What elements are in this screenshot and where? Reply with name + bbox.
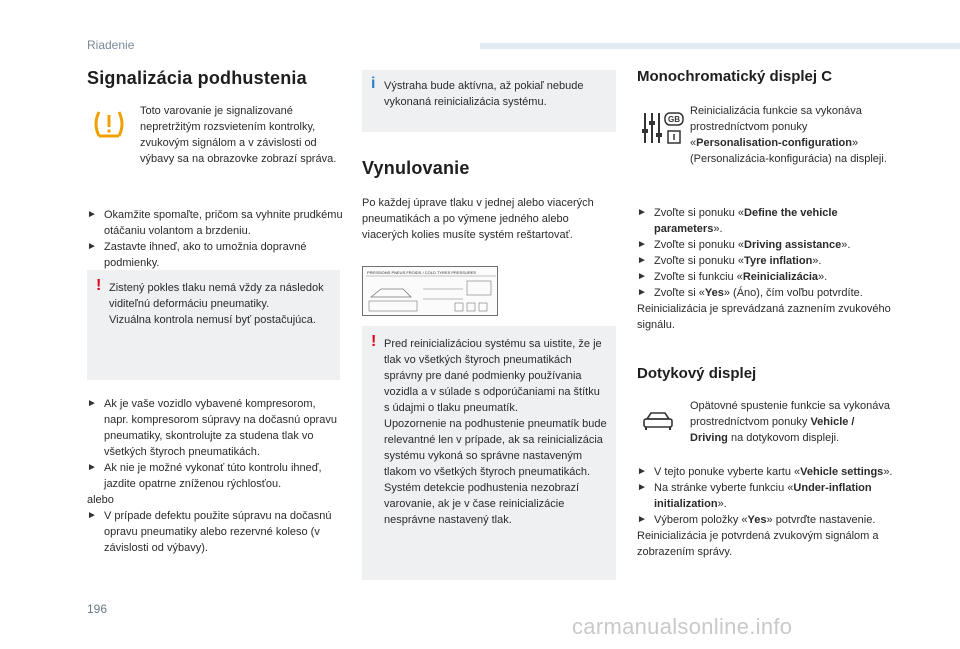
touch-display-icon-row <box>637 398 897 462</box>
list-item: ► Zvoľte si ponuku «Driving assistance». <box>637 239 851 251</box>
arrow-bullet-icon: ► <box>637 514 647 525</box>
arrow-bullet-icon: ► <box>637 482 647 493</box>
page-number: 196 <box>87 602 108 616</box>
column-1 <box>87 60 343 271</box>
arrow-bullet-icon: ► <box>637 255 647 266</box>
gb-badge: GB <box>668 115 680 124</box>
arrow-bullet-icon: ► <box>87 510 97 521</box>
warning-mark-icon: ! <box>96 277 102 294</box>
car-icon <box>641 410 675 437</box>
list-item: ► Ak je vaše vozidlo vybavené kompresorom, napr. kompresorom súpravy na dočasnú opravu pneumatiky, skontrolujte za studena tlak vo všetkých štyroch pneumatikách. <box>87 398 337 458</box>
note-warning-active <box>362 70 616 132</box>
touch-display-text: Opätovné spustenie funkcie sa vykonáva prostredníctvom ponuky Vehicle / Driving na dotykovom displeji. <box>690 400 890 444</box>
list-item: ► Zvoľte si funkciu «Reinicializácia». <box>637 271 828 283</box>
note-visual-check <box>87 270 340 380</box>
note-text-1: Pred reinicializáciou systému sa uistite, že je tlak vo všetkých štyroch pneumatikách správny pre dané podmienky používania vozidla a v súlade s odporúčaniami na štítku s údajmi o tlaku pneumatík. <box>384 338 602 414</box>
warning-mark-icon: ! <box>371 333 377 350</box>
header-bar <box>480 43 960 49</box>
list-item: ► Zvoľte si ponuku «Define the vehicle parameters». <box>637 207 838 235</box>
tyre-label-header: PRESSIONS PNEUS FROIDS / COLD TYRES PRESSURES <box>367 270 477 275</box>
arrow-bullet-icon: ► <box>87 462 97 473</box>
arrow-bullet-icon: ► <box>637 207 647 218</box>
column-1-lower <box>87 396 343 556</box>
note-text-2: Upozornenie na podhustenie pneumatík bude relevantné len v prípade, ak sa reinicializácia systému vykoná so správne nastaveným tlakom vo všetkých štyroch pneumatikách. <box>384 418 607 478</box>
mono-display-text: Reinicializácia funkcie sa vykonáva prostredníctvom ponuky «Personalisation-configuration» (Personalizácia-konfigurácia) na displeji. <box>690 105 887 165</box>
title-touch-display: Dotykový displej <box>637 365 757 382</box>
note-text-3: Systém detekcie podhustenia nezobrazí varovanie, ak je v čase reinicializácie nesprávne nastavený tlak. <box>384 482 580 526</box>
watermark: carmanualsonline.info <box>572 614 793 639</box>
arrow-bullet-icon: ► <box>637 271 647 282</box>
title-mono-display: Monochromatický displej C <box>637 68 833 85</box>
touch-after-text: Reinicializácia je potvrdená zvukovým signálom a zobrazením správy. <box>637 530 879 558</box>
note-text-2: Vizuálna kontrola nemusí byť postačujúca. <box>109 314 316 326</box>
arrow-bullet-icon: ► <box>637 239 647 250</box>
arrow-bullet-icon: ► <box>87 398 97 409</box>
tyre-warning-icon <box>92 109 126 144</box>
mono-after-text: Reinicializácia je sprevádzaná zaznením zvukového signálu. <box>637 303 891 331</box>
note-text: Výstraha bude aktívna, až pokiaľ nebude vykonaná reinicializácia systému. <box>384 80 584 108</box>
list-item: ► V prípade defektu použite súpravu na dočasnú opravu pneumatiky alebo rezervné koleso (v závislosti od výbavy). <box>87 510 332 554</box>
arrow-bullet-icon: ► <box>637 287 647 298</box>
title-underinflation: Signalizácia podhustenia <box>87 68 307 88</box>
warning-icon-row <box>87 103 343 185</box>
title-reset: Vynulovanie <box>362 158 470 178</box>
list-item: ► Zvoľte si ponuku «Tyre inflation». <box>637 255 822 267</box>
arrow-bullet-icon: ► <box>87 241 97 252</box>
list-item: ► Na stránke vyberte funkciu «Under-inflation initialization». <box>637 482 872 510</box>
list-item: ► V tejto ponuke vyberte kartu «Vehicle settings». <box>637 466 893 478</box>
column-2 <box>362 158 616 243</box>
list-item: ► Zvoľte si «Yes» (Áno), čím voľbu potvrdíte. <box>637 287 863 299</box>
tyre-pressure-label <box>362 266 498 316</box>
menu-settings-icon <box>641 111 685 150</box>
list-item: ► Zastavte ihneď, ako to umožnia dopravné podmienky. <box>87 241 307 269</box>
arrow-bullet-icon: ► <box>637 466 647 477</box>
section-header: Riadenie <box>87 38 135 52</box>
note-before-reset <box>362 326 616 580</box>
reset-text: Po každej úprave tlaku v jednej alebo viacerých pneumatikách a po výmene jedného alebo viacerých kolies musíte systém reštartovať. <box>362 197 594 241</box>
warning-icon-text: Toto varovanie je signalizované nepretržitým rozsvietením kontrolky, zvukovým signálom a v závislosti od výbavy sa na obrazovke zobrazí správa. <box>140 105 337 165</box>
info-mark-icon: i <box>371 75 376 92</box>
list-item: ► Výberom položky «Yes» potvrďte nastavenie. <box>637 514 876 526</box>
list-item: ► Ak nie je možné vykonať túto kontrolu ihneď, jazdite opatrne zníženou rýchlosťou. <box>87 462 322 490</box>
or-label: alebo <box>87 494 114 506</box>
arrow-bullet-icon: ► <box>87 209 97 220</box>
note-text-1: Zistený pokles tlaku nemá vždy za následok viditeľnú deformáciu pneumatiky. <box>109 282 324 310</box>
mono-display-icon-row <box>637 103 897 185</box>
column-3 <box>637 68 897 560</box>
list-item: ► Okamžite spomaľte, pričom sa vyhnite prudkému otáčaniu volantom a brzdeniu. <box>87 209 343 237</box>
